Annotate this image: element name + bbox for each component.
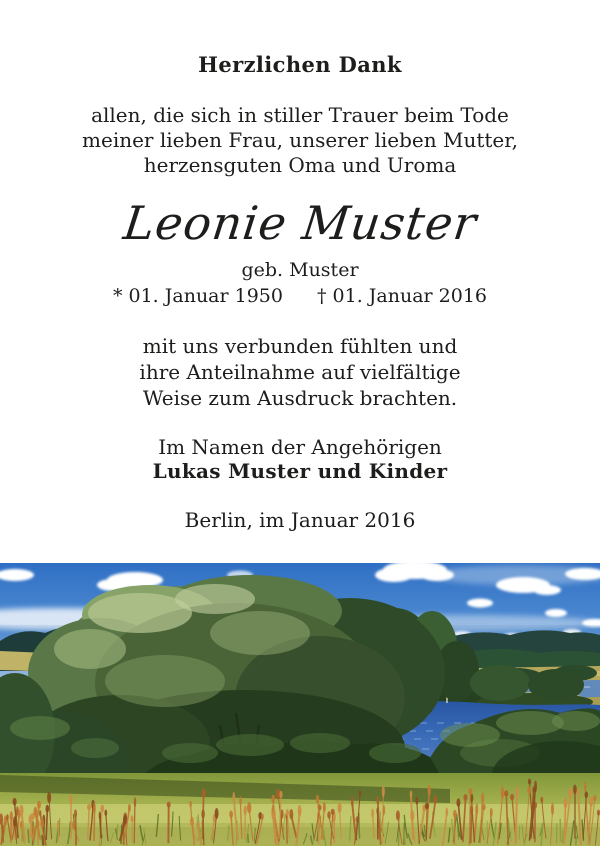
thanks-line: Weise zum Ausdruck brachten. [142,386,458,410]
life-dates [0,285,600,307]
intro-line: meiner lieben Frau, unserer lieben Mutter, [82,128,518,152]
thanks-line: ihre Anteilnahme auf vielfältige [139,360,461,384]
thanks-paragraph [0,333,600,411]
intro-line: allen, die sich in stiller Trauer beim Tode [91,103,509,127]
thanks-line: mit uns verbunden fühlten und [142,334,458,358]
place-and-date: Berlin, im Januar 2016 [184,508,416,532]
birth-date: * 01. Januar 1950 [112,285,283,307]
intro-paragraph [0,103,600,178]
deceased-name [0,196,600,250]
intro-line: herzensguten Oma und Uroma [143,153,457,177]
death-date: † 01. Januar 2016 [317,285,488,307]
card-title: Herzlichen Dank [198,52,402,77]
lake-landscape-photo [0,563,600,846]
deceased-name-text: Leonie Muster [120,196,480,250]
family-names: Lukas Muster und Kinder [152,459,448,483]
on-behalf-line: Im Namen der Angehörigen [158,435,442,459]
maiden-name: geb. Muster [241,259,359,281]
